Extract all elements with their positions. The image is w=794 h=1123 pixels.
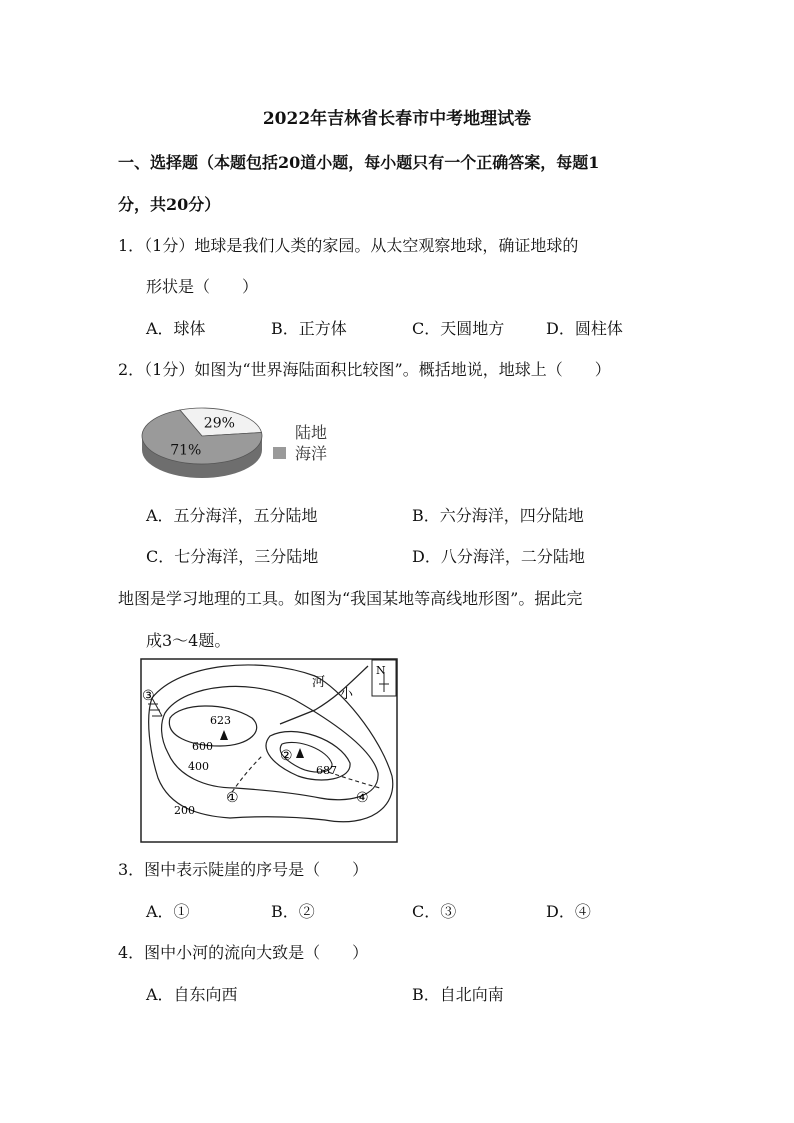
section-heading-cont: 分，共20分） [118,195,221,214]
peak-687-label: 687 [316,764,337,777]
peak-623-label: 623 [210,714,231,727]
marker-3: ③ [142,688,155,704]
contour-label-400: 400 [188,760,209,773]
q4-option-b[interactable]: B．自北向南 [412,985,504,1004]
contour-label-600: 600 [192,740,213,753]
q1-option-c[interactable]: C．天圆地方 [412,319,505,338]
q2-option-a[interactable]: A．五分海洋，五分陆地 [146,506,318,525]
river-label-small: 小 [340,687,354,702]
q1-stem: 1．（1分）地球是我们人类的家园。从太空观察地球，确证地球的 [118,236,579,255]
river-label-river: 河 [312,675,326,690]
q2-option-b[interactable]: B．六分海洋，四分陆地 [412,506,584,525]
q3-stem: 3．图中表示陡崖的序号是（ ） [118,860,369,879]
legend-land: 陆地 [295,423,328,442]
map-intro-cont: 成3～4题。 [146,631,231,650]
marker-1: ① [226,790,239,806]
q2-stem: 2．（1分）如图为“世界海陆面积比较图”。概括地说，地球上（ ） [118,360,611,379]
q1-stem-cont: 形状是（ ） [146,277,259,296]
contour-label-200: 200 [174,804,195,817]
legend-swatch-sea [273,447,286,459]
q4-stem: 4．图中小河的流向大致是（ ） [118,943,369,962]
q3-option-b[interactable]: B．② [271,902,315,921]
q1-option-a[interactable]: A．球体 [146,319,206,338]
q3-option-c[interactable]: C．③ [412,902,457,921]
map-intro: 地图是学习地理的工具。如图为“我国某地等高线地形图”。据此完 [118,589,583,608]
q4-option-a[interactable]: A．自东向西 [146,985,238,1004]
marker-2: ② [280,748,293,764]
q3-option-a[interactable]: A．① [146,902,190,921]
contour-map [140,658,398,843]
q1-option-b[interactable]: B．正方体 [271,319,347,338]
pie-label-sea: 71% [170,442,202,459]
page-title: 2022年吉林省长春市中考地理试卷 [262,109,532,129]
land-sea-pie-chart [140,398,350,488]
pie-label-land: 29% [203,415,235,432]
marker-4: ④ [356,790,369,806]
q2-option-d[interactable]: D．八分海洋，二分陆地 [412,547,585,566]
q2-option-c[interactable]: C．七分海洋，三分陆地 [146,547,319,566]
legend-sea: 海洋 [295,444,328,463]
q3-option-d[interactable]: D．④ [546,902,591,921]
section-heading: 一、选择题（本题包括20道小题，每小题只有一个正确答案，每题1 [118,153,600,172]
north-label: N [376,664,386,677]
q1-option-d[interactable]: D．圆柱体 [546,319,623,338]
